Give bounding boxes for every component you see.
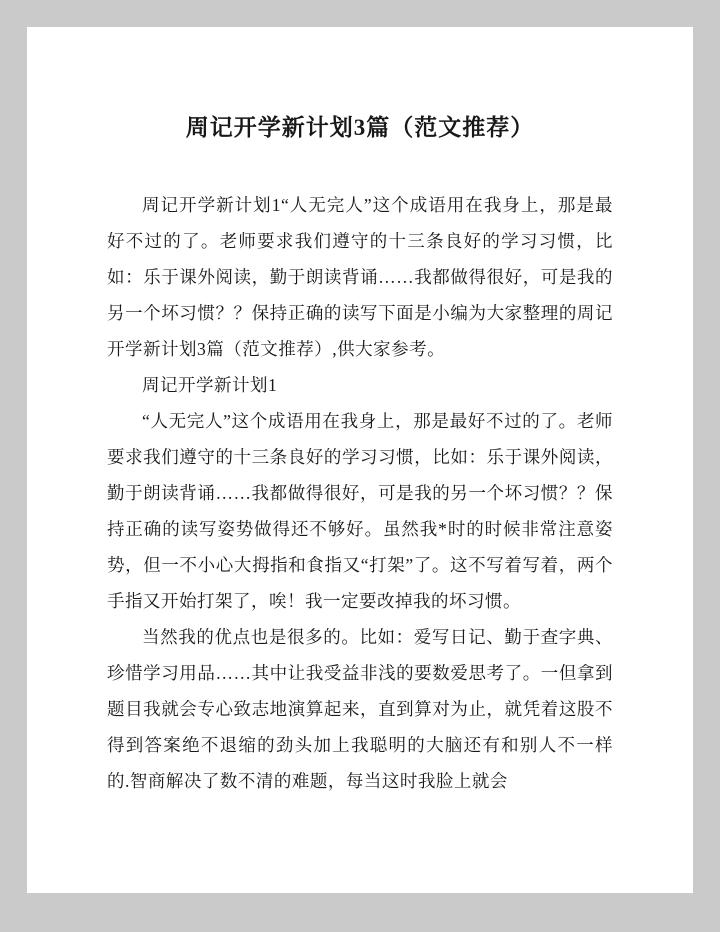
- paragraph-body-2: 当然我的优点也是很多的。比如：爱写日记、勤于查字典、珍惜学习用品……其中让我受益非浅的要数爱思考了。一但拿到题目我就会专心致志地演算起来，直到算对为止，就凭着这股不得到答案绝不退缩的劲头加上我聪明的大脑还有和别人不一样的.智商解决了数不清的难题，每当这时我脸上就会: [107, 626, 613, 791]
- paragraph-section-heading: 周记开学新计划1: [142, 374, 278, 395]
- document-title: 周记开学新计划3篇（范文推荐）: [185, 115, 535, 140]
- paragraph-body-1: “人无完人”这个成语用在我身上，那是最好不过的了。老师要求我们遵守的十三条良好的学习习惯，比如：乐于课外阅读，勤于朗读背诵……我都做得很好，可是我的另一个坏习惯？？保持正确的读写姿势做得还不够好。虽然我*时的时候非常注意姿势，但一不小心大拇指和食指又“打架”了。这不写着写着，两个手指又开始打架了，唉！我一定要改掉我的坏习惯。: [107, 410, 613, 611]
- document-page: [27, 27, 693, 893]
- paragraph-intro: 周记开学新计划1“人无完人”这个成语用在我身上，那是最好不过的了。老师要求我们遵守的十三条良好的学习习惯，比如：乐于课外阅读，勤于朗读背诵……我都做得很好，可是我的另一个坏习惯？？保持正确的读写下面是小编为大家整理的周记开学新计划3篇（范文推荐）,供大家参考。: [107, 194, 613, 359]
